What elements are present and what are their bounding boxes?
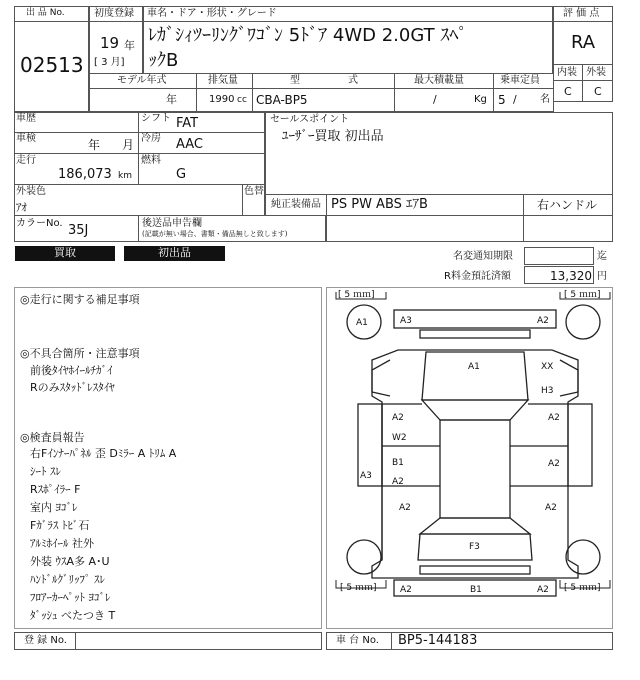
first-reg-month: [ 3 月] <box>94 57 125 68</box>
load-label: 最大積載量 <box>414 75 464 86</box>
salespoint-value: ﾕｰｻﾞｰ買取 初出品 <box>282 129 384 144</box>
equipment-label: 純正装備品 <box>271 199 321 210</box>
equipment-value: PS PW ABS ｴｱB <box>331 197 428 212</box>
ac-label: 冷房 <box>141 133 161 144</box>
inspector-line: ｱﾙﾐﾎｲｰﾙ 社外 <box>30 537 94 550</box>
capacity-unit: 名 <box>540 94 550 105</box>
aftermarket-note: (記載が無い場合、書類・備品無しと致します) <box>142 230 288 238</box>
ac-value: AAC <box>176 137 203 152</box>
mark-bumper-front-left: A3 <box>400 316 412 326</box>
inspector-line: ﾀﾞｯｼｭ べたつき T <box>30 609 116 622</box>
defect-line: 前後ﾀｲﾔﾎｲｰﾙﾁｶﾞｲ <box>30 364 113 377</box>
exterior-grade: C <box>594 85 602 98</box>
inspection-year: 年 <box>88 138 101 152</box>
recycle-label: R料金預託済額 <box>444 271 511 282</box>
mark-door-left-rear: B1 <box>392 458 404 468</box>
mark-fender-right-top: XX <box>541 362 554 372</box>
color-label: 外装色 <box>16 186 46 197</box>
mark-bumper-rear-left: A2 <box>400 585 412 595</box>
mark-bumper-rear-mid: B1 <box>470 585 482 595</box>
color-no-value: 35J <box>68 223 89 238</box>
inspector-line: Fｶﾞﾗｽ ﾄﾋﾞ石 <box>30 519 90 532</box>
mark-side-left: A3 <box>360 471 372 481</box>
exterior-label: 外装 <box>586 67 606 78</box>
inspection-label: 車検 <box>16 133 36 144</box>
model-year-label: モデル年式 <box>117 75 167 86</box>
mark-bumper-front-right: A2 <box>537 316 549 326</box>
load-unit: Kg <box>474 94 487 105</box>
inspection-month: 月 <box>122 138 135 152</box>
color-no-label: カラーNo. <box>16 218 63 229</box>
tire-depth-fr: [ 5 ｍｍ] <box>564 290 601 300</box>
type-label: 型 <box>290 75 300 86</box>
mileage-label: 走行 <box>16 155 36 166</box>
inspector-line: ｼｰﾄ ｽﾚ <box>30 465 61 478</box>
defect-line: Rのみｽﾀｯﾄﾞﾚｽﾀｲﾔ <box>30 381 115 394</box>
tire-depth-rl: [ 5 ｍｍ] <box>340 583 377 593</box>
tag-kaitori: 買取 <box>15 246 115 261</box>
color-value: ｱｵ <box>16 201 27 214</box>
first-reg-label: 初度登録 <box>94 8 134 19</box>
car-name-line1: ﾚｶﾞｼｨﾂｰﾘﾝｸﾞﾜｺﾞﾝ 5ﾄﾞｱ 4WD 2.0GT ｽﾍﾟ <box>148 25 468 46</box>
aftermarket-label: 後送品申告欄 <box>142 218 202 229</box>
mark-door-right-rear: A2 <box>548 459 560 469</box>
inspector-line: 外装 ｳｽA多 A･U <box>30 555 110 568</box>
capacity-label: 乗車定員 <box>500 75 540 86</box>
shift-label: シフト <box>141 113 171 124</box>
grade-label: 評 価 点 <box>563 8 600 19</box>
tag-first-listing: 初出品 <box>124 246 225 261</box>
recycle-amount: 13,320 <box>550 269 592 283</box>
inspector-line: ﾌﾛｱｰｶｰﾍﾟｯﾄ ﾖｺﾞﾚ <box>30 591 111 604</box>
lot-number: 02513 <box>20 53 84 77</box>
displacement-value: 1990 <box>209 94 235 105</box>
fuel-value: G <box>176 167 187 182</box>
mark-trunk: F3 <box>469 542 480 552</box>
grade-value: RA <box>571 32 596 53</box>
color-change-label: 色替 <box>244 186 264 197</box>
interior-grade: C <box>564 85 572 98</box>
car-name-line2: ｯｸB <box>148 50 179 71</box>
car-name-label: 車名・ドア・形状・グレード <box>147 8 277 19</box>
inspector-line: Rｽﾎﾟｲﾗｰ F <box>30 483 81 496</box>
first-reg-year-unit: 年 <box>124 39 135 52</box>
history-label: 車歴 <box>16 113 36 124</box>
capacity-value: 5 <box>498 93 506 107</box>
mark-fender-right-mid: H3 <box>541 386 554 396</box>
chassis-label: 車 台 No. <box>336 635 379 646</box>
shift-value: FAT <box>176 116 199 131</box>
recycle-unit: 円 <box>597 271 607 282</box>
chassis-number: BP5-144183 <box>398 633 478 648</box>
mark-door-left-front-2: W2 <box>392 433 407 443</box>
inspector-header: ◎検査員報告 <box>20 431 85 444</box>
lot-label: 出 品 No. <box>26 8 65 18</box>
type-label-2: 式 <box>348 75 358 86</box>
inspector-line: 室内 ﾖｺﾞﾚ <box>30 501 78 514</box>
inspector-line: ﾊﾝﾄﾞﾙｸﾞﾘｯﾌﾟ ｽﾚ <box>30 573 105 586</box>
defects-header: ◎不具合箇所・注意事項 <box>20 347 140 360</box>
load-slash: / <box>433 93 437 106</box>
mark-door-left-rear-2: A2 <box>392 477 404 487</box>
mileage-unit: km <box>118 171 132 181</box>
reg-value-cell <box>75 632 322 650</box>
name-change-unit: 迄 <box>597 251 607 262</box>
mark-wheel-fl: A1 <box>356 318 368 328</box>
mileage-value: 186,073 <box>58 167 112 182</box>
reg-label: 登 録 No. <box>24 635 67 646</box>
displacement-label: 排気量 <box>208 75 238 86</box>
salespoint-label: セールスポイント <box>270 114 350 125</box>
tire-depth-rr: [ 5 ｍｍ] <box>564 583 601 593</box>
mark-bumper-rear-right: A2 <box>537 585 549 595</box>
mark-quarter-right: A2 <box>545 503 557 513</box>
running-header: ◎走行に関する補足事項 <box>20 293 140 306</box>
first-reg-year: 19 <box>100 34 120 52</box>
handle-value: 右ハンドル <box>537 198 598 212</box>
inspector-line: 右Fｲﾝﾅｰﾊﾟﾈﾙ 歪 Dﾐﾗｰ A ﾄﾘﾑ A <box>30 447 177 460</box>
name-change-label: 名変通知期限 <box>453 251 513 262</box>
mark-quarter-left: A2 <box>399 503 411 513</box>
mark-door-left-front: A2 <box>392 413 404 423</box>
interior-label: 内装 <box>557 67 577 78</box>
displacement-unit: cc <box>237 95 247 105</box>
model-year-unit: 年 <box>166 93 177 106</box>
fuel-label: 燃料 <box>141 155 161 166</box>
mark-door-right-front: A2 <box>548 413 560 423</box>
mark-hood: A1 <box>468 362 480 372</box>
type-value: CBA-BP5 <box>256 93 308 107</box>
tire-depth-fl: [ 5 ｍｍ] <box>338 290 375 300</box>
capacity-slash: / <box>513 93 517 106</box>
